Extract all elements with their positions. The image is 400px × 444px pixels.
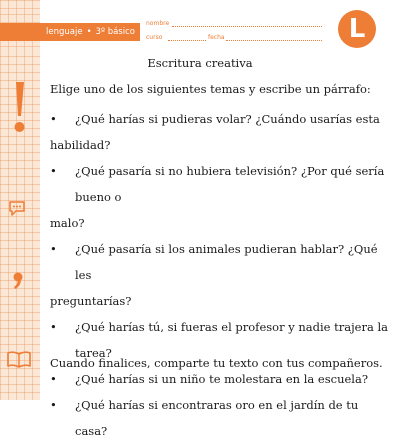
- bullet: •: [50, 398, 57, 412]
- topic-text: ¿Qué harías tú, si fueras el profesor y nadie trajera la tarea?: [75, 320, 389, 360]
- topic-text-continued: malo?: [50, 216, 85, 230]
- name-field[interactable]: [172, 26, 322, 27]
- page-title: Escritura creativa: [147, 56, 253, 70]
- bullet: •: [50, 112, 57, 126]
- topic-text: ¿Qué harías si pudieras volar? ¿Cuándo usarías esta: [75, 112, 380, 126]
- list-item: [50, 236, 390, 314]
- topic-text: ¿Qué pasaría si los animales pudieran hablar? ¿Qué les: [75, 242, 378, 282]
- name-label: nombre: [146, 20, 170, 27]
- list-item: [50, 106, 390, 158]
- bullet: •: [50, 164, 57, 178]
- subject-badge: L: [338, 10, 376, 48]
- topic-text-continued: habilidad?: [50, 138, 111, 152]
- date-field[interactable]: [226, 40, 322, 41]
- closing-text: Cuando finalices, comparte tu texto con tus compañeros.: [50, 356, 383, 370]
- list-item: [50, 158, 390, 236]
- exclamation-icon: [12, 80, 28, 138]
- student-form: [146, 18, 326, 46]
- topic-list: [50, 106, 390, 444]
- course-date-row: [146, 32, 326, 46]
- subject-label: lenguaje: [46, 27, 83, 37]
- comma-icon: [12, 272, 24, 290]
- subject-separator: •: [86, 27, 92, 37]
- topic-text: ¿Qué harías si un niño te molestara en la escuela?: [75, 372, 368, 386]
- grade-label: 3º básico: [95, 27, 135, 37]
- topic-text: ¿Qué pasaría si no hubiera televisión? ¿Por qué sería bueno o: [75, 164, 385, 204]
- speech-bubble-icon: [8, 200, 26, 216]
- subject-tag: [0, 23, 140, 41]
- book-icon: [6, 350, 32, 368]
- date-label: fecha: [208, 34, 225, 41]
- bullet: •: [50, 320, 57, 334]
- name-row: [146, 18, 326, 32]
- instructions-text: Elige uno de los siguientes temas y escribe un párrafo:: [50, 82, 371, 96]
- topic-text: ¿Qué harías si encontraras oro en el jardín de tu casa?: [75, 398, 359, 438]
- course-label: curso: [146, 34, 163, 41]
- bullet: •: [50, 372, 57, 386]
- bullet: •: [50, 242, 57, 256]
- topic-text-continued: preguntarías?: [50, 294, 132, 308]
- course-field[interactable]: [168, 40, 206, 41]
